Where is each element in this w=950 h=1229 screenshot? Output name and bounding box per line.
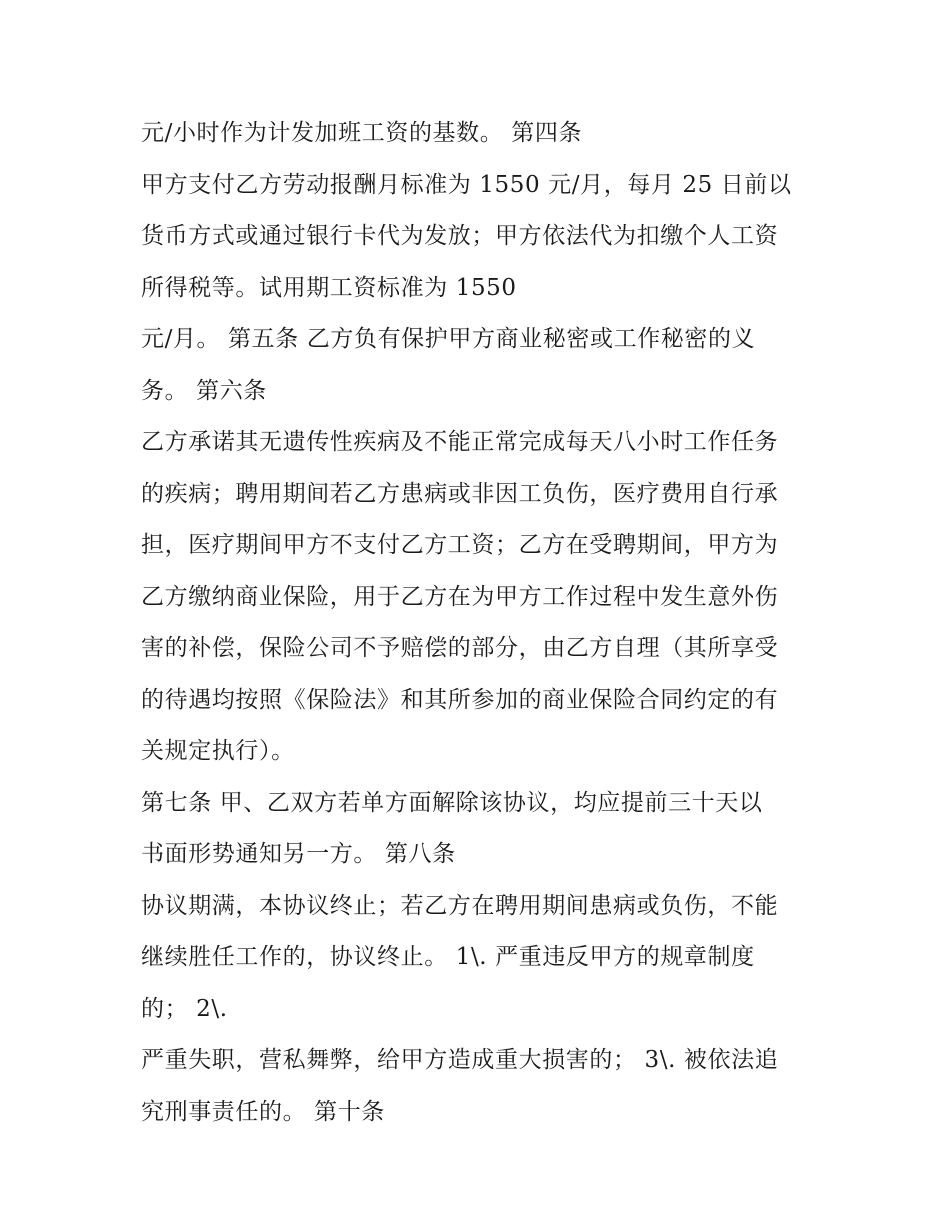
text-line: 究刑事责任的。 第十条 [141, 1098, 385, 1125]
text-line: 严重失职，营私舞弊，给甲方造成重大损害的； 3\. 被依法追 [141, 1047, 779, 1073]
text-line: 货币方式或通过银行卡代为发放；甲方依法代为扣缴个人工资 [141, 223, 779, 249]
text-line: 元/小时作为计发加班工资的基数。 第四条 [141, 120, 583, 146]
text-line: 的疾病；聘用期间若乙方患病或非因工负伤，医疗费用自行承 [141, 480, 779, 507]
text-line: 的待遇均按照《保险法》和其所参加的商业保险合同约定的有 [141, 686, 779, 713]
text-line: 务。 第六条 [141, 377, 267, 404]
text-line: 元/月。 第五条 乙方负有保护甲方商业秘密或工作秘密的义 [141, 326, 756, 352]
text-line: 第七条 甲、乙双方若单方面解除该协议，均应提前三十天以 [141, 789, 763, 816]
text-line: 乙方承诺其无遗传性疾病及不能正常完成每天八小时工作任务 [141, 429, 779, 455]
document-body [141, 108, 831, 1138]
text-line: 担，医疗期间甲方不支付乙方工资；乙方在受聘期间，甲方为 [141, 532, 779, 558]
text-line: 害的补偿，保险公司不予赔偿的部分，由乙方自理（其所享受 [141, 635, 779, 661]
text-line: 协议期满，本协议终止；若乙方在聘用期间患病或负伤，不能 [141, 892, 779, 919]
text-line: 乙方缴纳商业保险，用于乙方在为甲方工作过程中发生意外伤 [141, 583, 779, 610]
text-line: 书面形势通知另一方。 第八条 [141, 841, 456, 867]
text-line: 继续胜任工作的，协议终止。 1\. 严重违反甲方的规章制度 [141, 944, 755, 970]
text-line: 所得税等。试用期工资标准为 1550 [141, 274, 517, 301]
text-line: 关规定执行）。 [141, 738, 295, 764]
text-line: 的； 2\. [141, 995, 228, 1022]
text-line: 甲方支付乙方劳动报酬月标准为 1550 元/月，每月 25 日前以 [141, 171, 792, 198]
